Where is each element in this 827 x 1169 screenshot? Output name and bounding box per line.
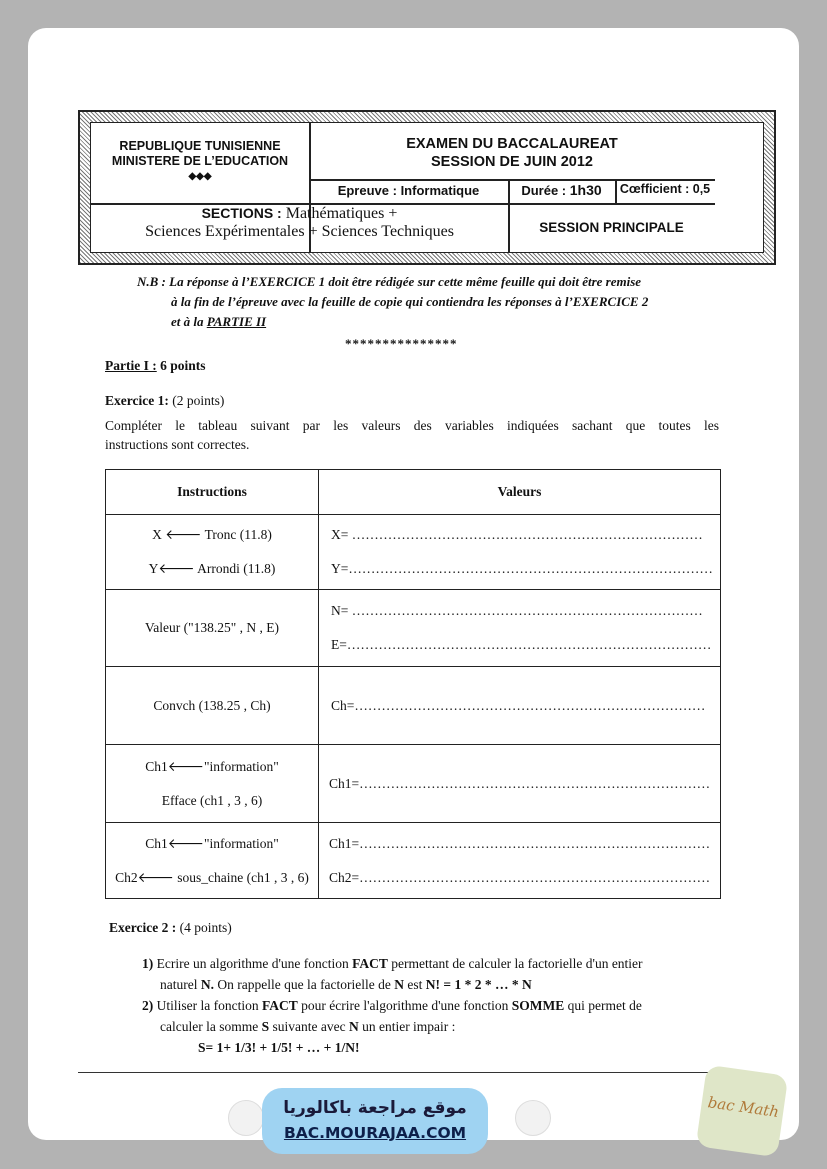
ornament: ◆◆◆ [188, 171, 212, 182]
table-header-valeurs: Valeurs [319, 470, 721, 515]
issuer-block [91, 139, 309, 184]
ministry-label: MINISTERE DE L’EDUCATION [111, 154, 289, 168]
duree-value: 1h30 [569, 182, 602, 198]
item-text: pour écrire l'algorithme d'une fonction [301, 998, 509, 1013]
ex1-label: Exercice 1: [105, 393, 169, 408]
site-banner[interactable] [262, 1088, 488, 1154]
partie1-points: 6 points [160, 358, 206, 373]
sections-line1: Mathématiques + [285, 205, 398, 222]
table-row [106, 515, 721, 590]
instr-line: X 🡐 Tronc (11.8) [152, 527, 272, 542]
fact-keyword: FACT [261, 998, 298, 1013]
site-badge-icon [228, 1100, 264, 1136]
table-header-instructions: Instructions [106, 470, 319, 515]
item-text: suivante avec [272, 1019, 346, 1034]
ex2-list [142, 953, 727, 1058]
ex2-label: Exercice 2 : [109, 920, 177, 935]
instr-line: Ch2🡐 sous_chaine (ch1 , 3 , 6) [115, 869, 309, 885]
duree-label: Durée : [521, 183, 567, 198]
item-text: un entier impair : [362, 1019, 456, 1034]
ex1-points: (2 points) [172, 393, 225, 408]
partie1-heading [105, 356, 206, 375]
exam-header [78, 110, 776, 265]
country-label: REPUBLIQUE TUNISIENNE [119, 139, 281, 153]
instr-line: Convch (138.25 , Ch) [153, 697, 271, 713]
instr-line: Y🡐 Arrondi (11.8) [148, 561, 276, 576]
item-text: Utiliser la fonction [156, 998, 259, 1013]
item-text: permettant de calculer la factorielle d'un entier [391, 956, 643, 971]
factorial-formula: N! = 1 * 2 * … * N [425, 977, 532, 992]
n-keyword: N [348, 1019, 359, 1034]
sections-label: SECTIONS : [201, 205, 282, 221]
nb-line1: N.B : La réponse à l’EXERCICE 1 doit être rédigée sur cette même feuille qui doit être remise [137, 274, 642, 289]
item-number: 1) [142, 956, 154, 971]
nb-line2: à la fin de l’épreuve avec la feuille de copie qui contiendra les réponses à l’EXERCICE 2 [171, 294, 649, 309]
instr-line: Efface (ch1 , 3 , 6) [161, 792, 263, 808]
answer-field[interactable]: Ch1=…………………………………………………………………… [329, 835, 711, 851]
answer-field[interactable]: Ch1=…………………………………………………………………… [329, 775, 711, 791]
somme-keyword: SOMME [511, 998, 565, 1013]
item-text: qui permet de [567, 998, 642, 1013]
epreuve-label: Epreuve : [337, 183, 397, 198]
instr-line: Valeur ("138.25" , N , E) [145, 620, 279, 635]
table-row [106, 745, 721, 823]
item-text: naturel [160, 977, 198, 992]
nb-line3-prefix: et à la [171, 314, 204, 329]
site-badge-icon [515, 1100, 551, 1136]
sections-line2: Sciences Expérimentales + Sciences Techniques [145, 223, 454, 240]
stars-separator: *************** [345, 336, 458, 351]
answer-field[interactable]: X= …………………………………………………………………… [331, 527, 703, 542]
logo-text: bac Math [706, 1093, 781, 1122]
answer-field[interactable]: N= …………………………………………………………………… [331, 603, 703, 618]
sum-formula: S= 1+ 1/3! + 1/5! + … + 1/N! [198, 1040, 360, 1055]
table-row [106, 823, 721, 899]
exam-title: EXAMEN DU BACCALAUREAT [406, 136, 618, 152]
header-inner [90, 122, 764, 253]
answer-field[interactable]: Y=……………………………………………………………………… [331, 561, 713, 576]
coefficient: Cœfficient : 0,5 [619, 182, 711, 196]
ex1-text1: Compléter le tableau suivant par les valeurs des variables indiquées sachant que toutes les [105, 418, 719, 433]
instr-line: Ch1🡐"information" [145, 835, 279, 851]
partie1-label: Partie I : [105, 358, 157, 373]
list-item-cont [142, 1016, 727, 1037]
session-title: SESSION DE JUIN 2012 [431, 154, 593, 170]
footer-rule [78, 1072, 738, 1073]
item-text: calculer la somme [160, 1019, 259, 1034]
ex2-points: (4 points) [179, 920, 232, 935]
item-number: 2) [142, 998, 154, 1013]
item-text: Ecrire un algorithme d'une fonction [156, 956, 349, 971]
nb-note [137, 272, 747, 332]
s-keyword: S [261, 1019, 270, 1034]
site-url[interactable]: BAC.MOURAJAA.COM [283, 1124, 467, 1142]
answer-field[interactable]: Ch=…………………………………………………………………… [331, 697, 706, 713]
n-keyword: N [394, 977, 405, 992]
site-arabic-name: موقع مراجعة باكالوريا [283, 1098, 467, 1118]
exercise1-table [105, 469, 721, 899]
item-text: On rappelle que la factorielle de [217, 977, 391, 992]
nb-partie2: PARTIE II [206, 314, 267, 329]
list-item-cont [142, 974, 727, 995]
table-row [106, 667, 721, 745]
list-item [142, 953, 727, 974]
n-keyword: N. [200, 977, 214, 992]
item-text: est [407, 977, 423, 992]
epreuve-value: Informatique [400, 183, 480, 198]
ex2-heading [109, 918, 232, 937]
session-type: SESSION PRINCIPALE [539, 220, 684, 235]
bac-math-logo [696, 1065, 789, 1158]
ex1-text2: instructions sont correctes. [105, 437, 250, 452]
fact-keyword: FACT [352, 956, 388, 971]
list-item [142, 995, 727, 1016]
ex1-heading [105, 391, 224, 410]
answer-field[interactable]: Ch2=…………………………………………………………………… [329, 869, 711, 885]
answer-field[interactable]: E=……………………………………………………………………… [331, 637, 712, 652]
instr-line: Ch1🡐"information" [145, 758, 279, 774]
table-row [106, 590, 721, 667]
